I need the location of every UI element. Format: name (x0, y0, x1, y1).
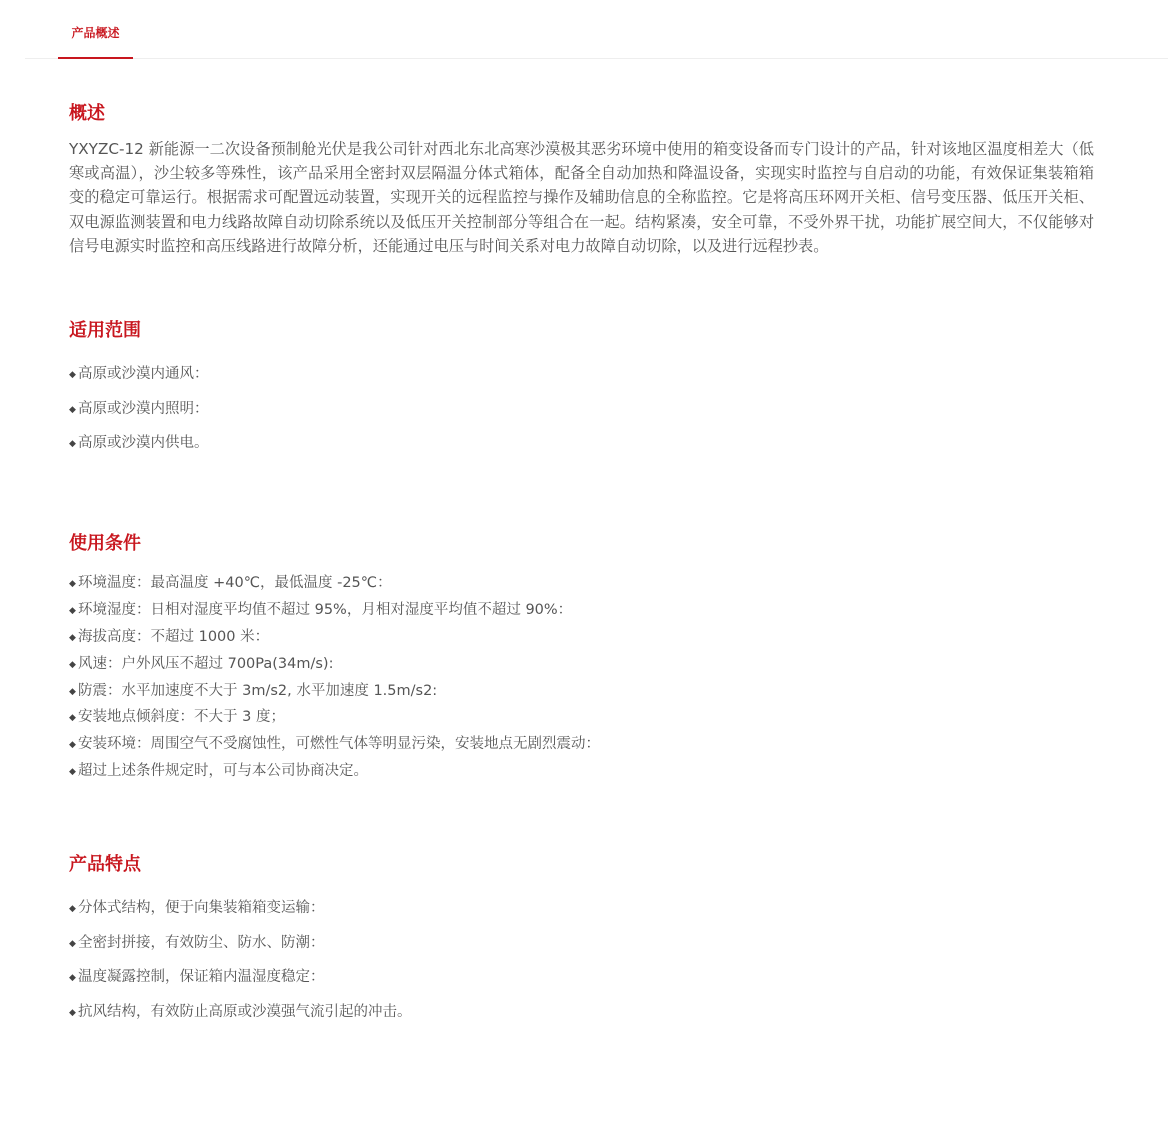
tab-product-overview[interactable]: 产品概述 (58, 0, 133, 59)
diamond-bullet-icon: ◆ (69, 605, 76, 616)
list-item: ◆ 高原或沙漠内通风： (69, 364, 209, 399)
diamond-bullet-icon: ◆ (69, 973, 76, 984)
list-item: ◆ 安装环境：周围空气不受腐蚀性，可燃性气体等明显污染，安装地点无剧烈震动： (69, 733, 600, 760)
conditions-list (69, 572, 600, 787)
diamond-bullet-icon: ◆ (69, 740, 76, 751)
diamond-bullet-icon: ◆ (69, 767, 76, 778)
diamond-bullet-icon: ◆ (69, 938, 76, 949)
features-list (69, 898, 412, 1036)
diamond-bullet-icon: ◆ (69, 713, 76, 724)
diamond-bullet-icon: ◆ (69, 370, 76, 380)
list-item: ◆ 高原或沙漠内供电。 (69, 433, 209, 468)
list-item: ◆ 风速：户外风压不超过 700Pa(34m/s): (69, 653, 600, 680)
diamond-bullet-icon: ◆ (69, 404, 76, 415)
list-item: ◆ 环境温度：最高温度 +40℃，最低温度 -25℃： (69, 572, 600, 599)
diamond-bullet-icon: ◆ (69, 632, 76, 643)
section-title-overview: 概述 (69, 103, 105, 124)
diamond-bullet-icon: ◆ (69, 904, 76, 914)
scope-list (69, 364, 209, 468)
section-title-features: 产品特点 (69, 854, 141, 875)
diamond-bullet-icon: ◆ (69, 659, 76, 670)
section-title-conditions: 使用条件 (69, 533, 141, 554)
list-item: ◆ 超过上述条件规定时，可与本公司协商决定。 (69, 760, 600, 787)
overview-paragraph: YXYZC-12 新能源一二次设备预制舱光伏是我公司针对西北东北高寒沙漠极其恶劣环境中使用的箱变设备而专门设计的产品，针对该地区温度相差大（低寒或高温），沙尘较多等殊性，该产品采用全密封双层隔温分体式箱体，配备全自动加热和降温设备，实现实时监控与自启动的功能，有效保证集装箱箱变的稳定可靠运行。根据需求可配置远动装置，实现开关的远程监控与操作及辅助信息的全称监控。它是将高压环网开关柜、信号变压器、低压开关柜、双电源监测装置和电力线路故障自动切除系统以及低压开关控制部分等组合在一起。结构紧凑，安全可靠，不受外界干扰，功能扩展空间大，不仅能够对信号电源实时监控和高压线路进行故障分析，还能通过电压与时间关系对电力故障自动切除，以及进行远程抄表。 (69, 140, 1094, 255)
diamond-bullet-icon: ◆ (69, 579, 76, 589)
list-item: ◆ 海拔高度：不超过 1000 米： (69, 626, 600, 653)
tab-bar (25, 0, 1168, 59)
list-item: ◆ 全密封拼接，有效防尘、防水、防潮： (69, 933, 412, 968)
list-item: ◆ 环境湿度：日相对湿度平均值不超过 95%，月相对湿度平均值不超过 90%： (69, 599, 600, 626)
diamond-bullet-icon: ◆ (69, 1007, 76, 1018)
section-title-scope: 适用范围 (69, 320, 141, 341)
list-item: ◆ 温度凝露控制，保证箱内温湿度稳定： (69, 967, 412, 1002)
list-item: ◆ 分体式结构，便于向集装箱箱变运输： (69, 898, 412, 933)
list-item: ◆ 防震：水平加速度不大于 3m/s2, 水平加速度 1.5m/s2: (69, 680, 600, 707)
diamond-bullet-icon: ◆ (69, 686, 76, 697)
list-item: ◆ 高原或沙漠内照明： (69, 399, 209, 434)
list-item: ◆ 抗风结构，有效防止高原或沙漠强气流引起的冲击。 (69, 1002, 412, 1037)
diamond-bullet-icon: ◆ (69, 439, 76, 450)
list-item: ◆ 安装地点倾斜度：不大于 3 度； (69, 706, 600, 733)
